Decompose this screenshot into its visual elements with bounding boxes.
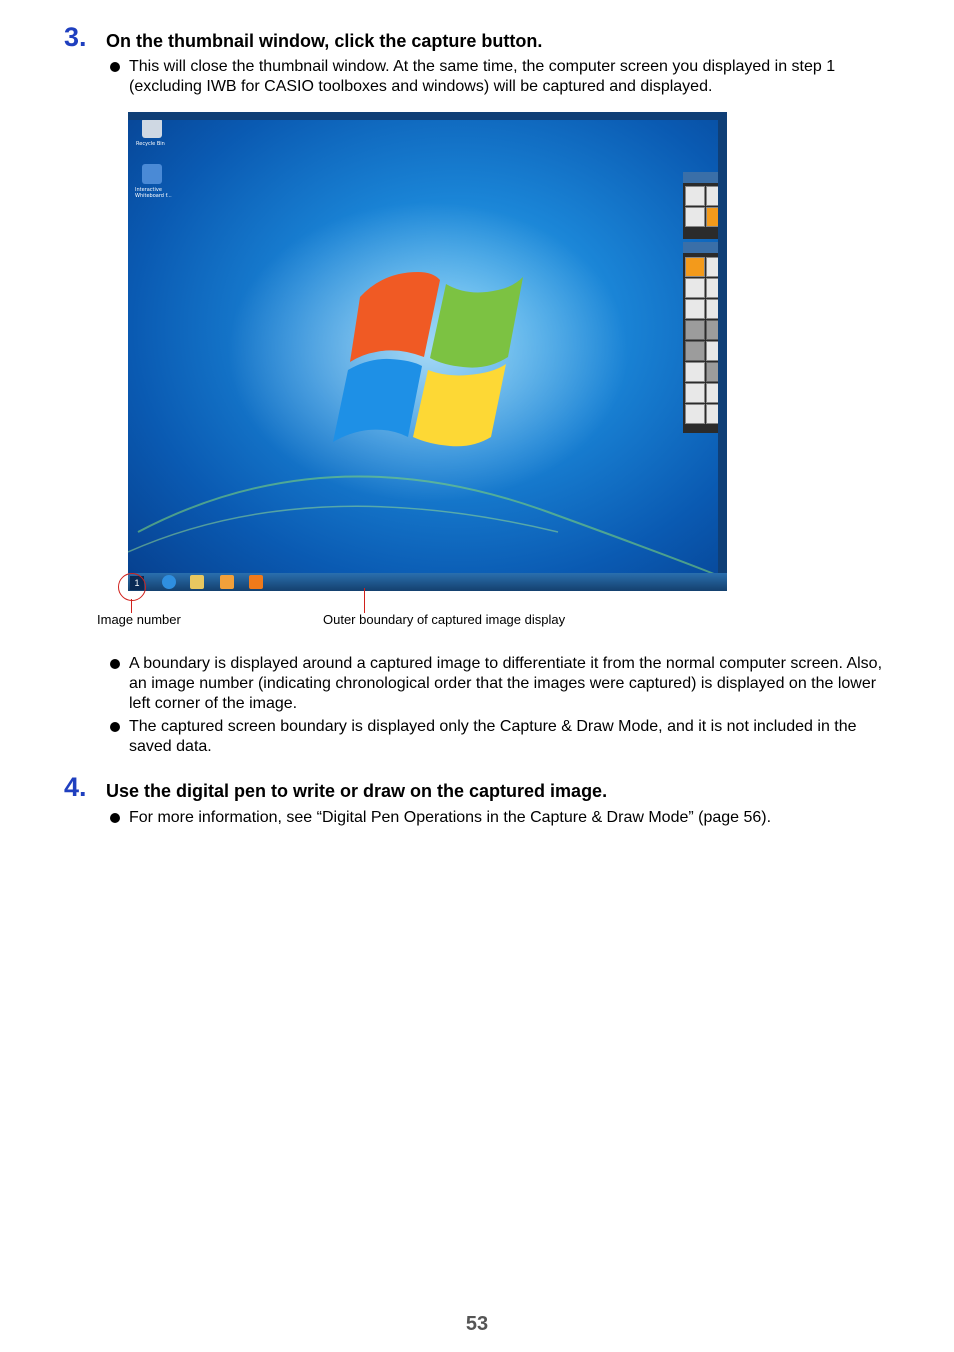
desktop-wallpaper (128, 112, 727, 591)
bullet-icon (110, 722, 120, 732)
pen-tool-icon[interactable] (685, 257, 705, 277)
layout-icon[interactable] (685, 362, 705, 382)
interactive-whiteboard-icon[interactable] (142, 164, 162, 184)
image-number-callout-line (131, 599, 132, 613)
image-number-callout-circle (118, 573, 146, 601)
page-number: 53 (465, 1313, 489, 1335)
folder-icon[interactable] (190, 575, 204, 589)
step-3-title: On the thumbnail window, click the capture button. (106, 31, 543, 51)
media-player-icon[interactable] (220, 575, 234, 589)
line-style-icon[interactable] (685, 299, 705, 319)
step-3-bullet: This will close the thumbnail window. At the same time, the computer screen you displayed in step 1 (excluding IWB for CASIO toolboxes and windows) will be captured and displayed. (110, 57, 900, 97)
interactive-whiteboard-label: Interactive Whiteboard f... (135, 187, 172, 199)
windows-logo-graphic (128, 112, 727, 591)
bullet-icon (110, 813, 120, 823)
pointer-tool-icon[interactable] (685, 186, 705, 206)
recycle-bin-icon[interactable] (142, 118, 162, 138)
captured-screen-image (128, 112, 727, 591)
outer-boundary-label: Outer boundary of captured image display (323, 612, 566, 627)
bullet-icon (110, 62, 120, 72)
iwb-app-icon[interactable] (249, 575, 263, 589)
ie-icon[interactable] (162, 575, 176, 589)
step-3-number: 3. (64, 22, 87, 52)
recycle-bin-label: Recycle Bin (136, 141, 165, 147)
image-number-label: Image number (97, 612, 181, 627)
step-4-bullet: For more information, see “Digital Pen Operations in the Capture & Draw Mode” (page 56). (110, 808, 900, 828)
note-bullet: A boundary is displayed around a captured image to differentiate it from the normal computer screen. Also, an image number (indicating chronological order that the images were captured) is displayed on the lower left corner of the image. (110, 654, 900, 714)
step-4-number: 4. (64, 772, 87, 802)
note-bullet: The captured screen boundary is displayed only the Capture & Draw Mode, and it is not included in the saved data. (110, 717, 900, 757)
step-4-title: Use the digital pen to write or draw on the captured image. (106, 781, 608, 801)
boundary-callout-line (364, 588, 365, 613)
image-number-badge: 1 (130, 576, 144, 590)
taskbar (128, 573, 727, 591)
delete-icon[interactable] (685, 383, 705, 403)
capture-boundary-right (718, 112, 727, 591)
undo-icon[interactable] (685, 320, 705, 340)
zoom-out-icon[interactable] (685, 341, 705, 361)
bullet-icon (110, 659, 120, 669)
capture-boundary-top (128, 112, 727, 120)
marker-tool-icon[interactable] (685, 278, 705, 298)
save-icon[interactable] (685, 404, 705, 424)
window-tool-icon[interactable] (685, 207, 705, 227)
